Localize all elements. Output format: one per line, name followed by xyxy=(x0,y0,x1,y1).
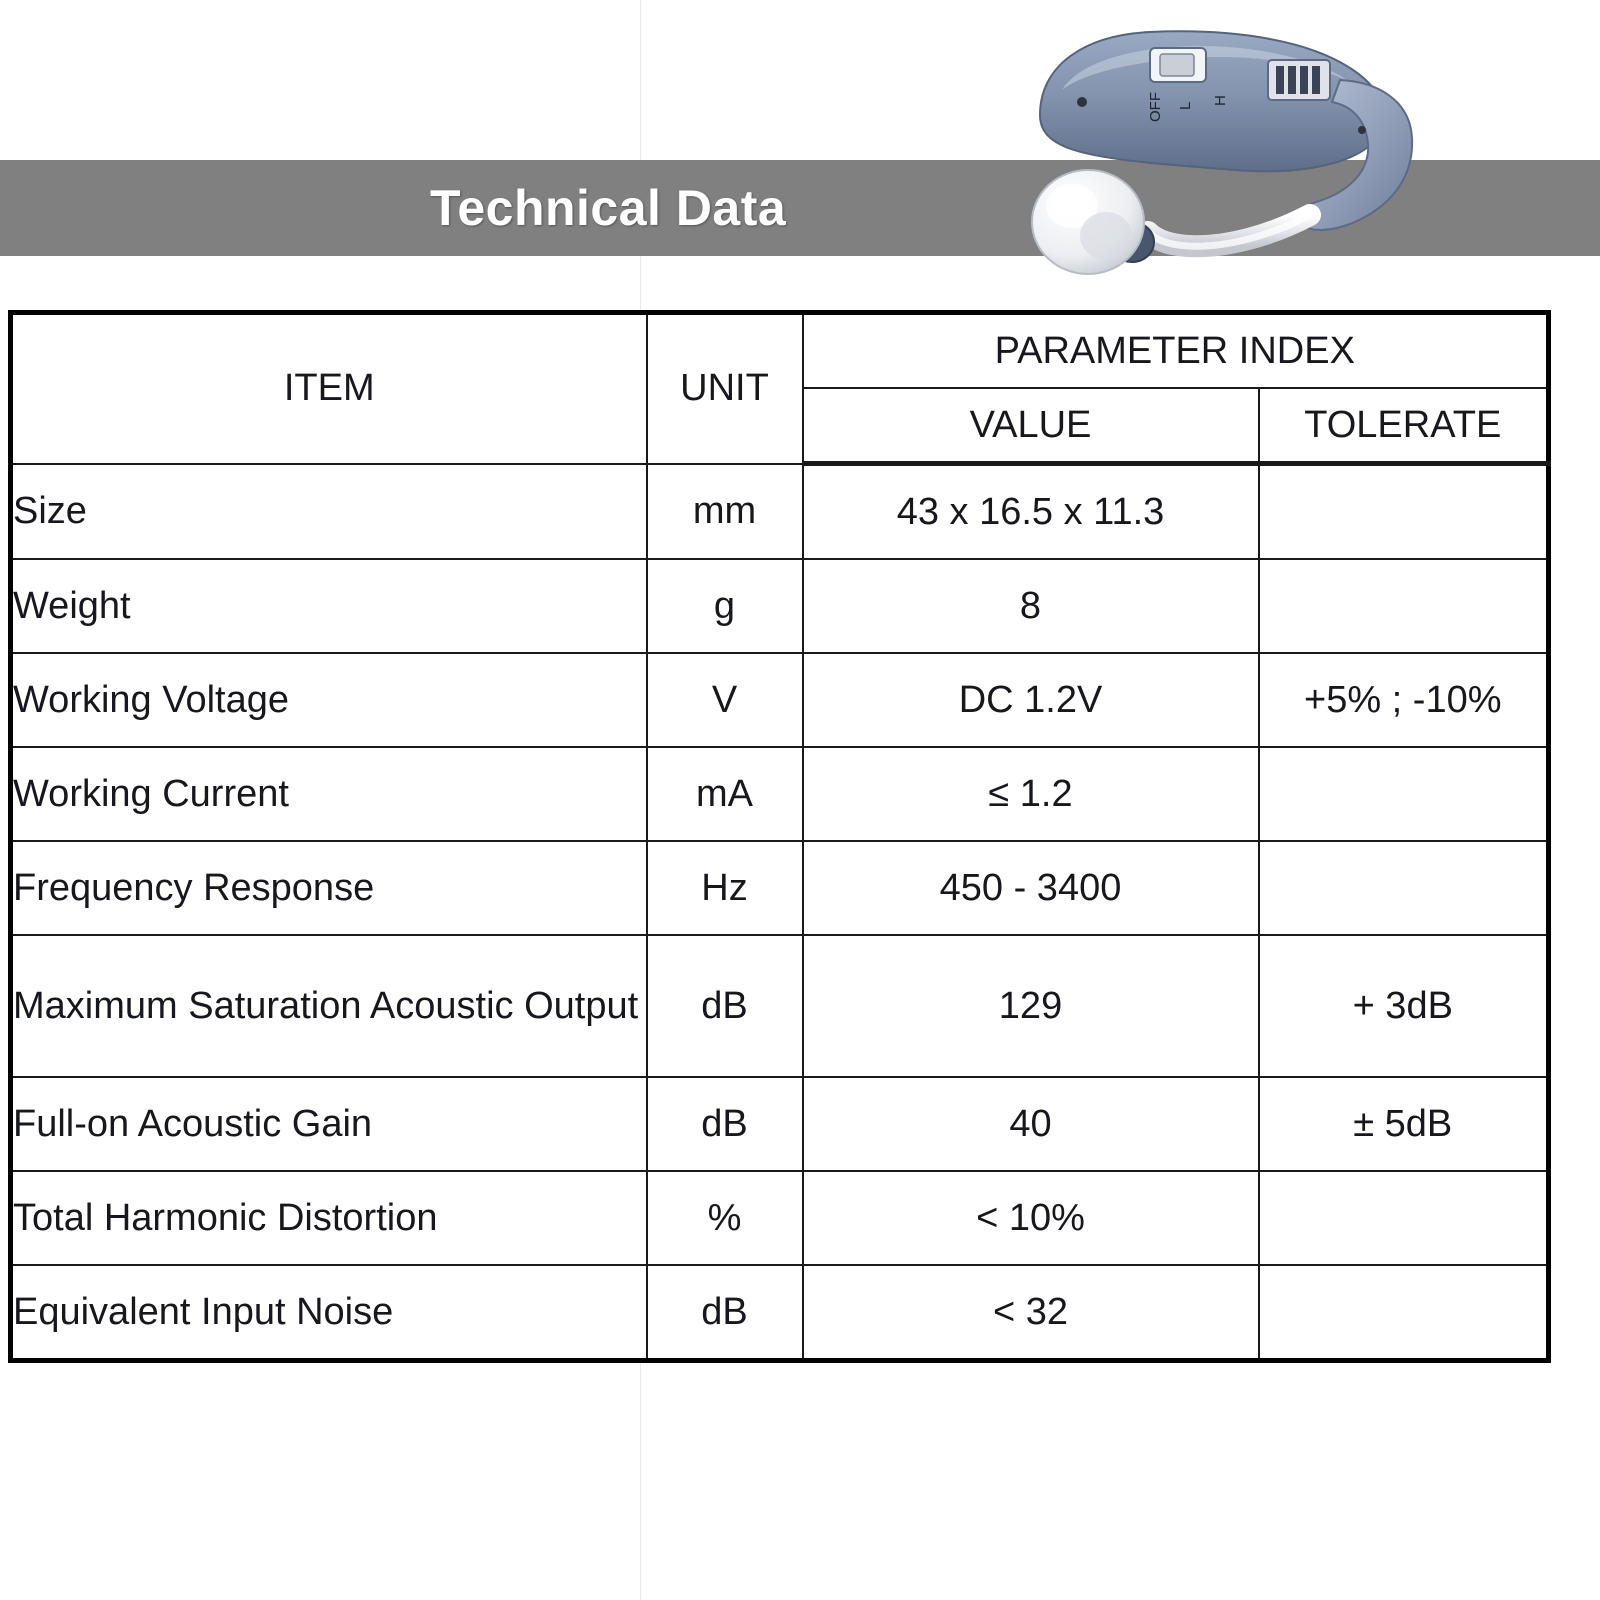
row-value-thd: < 10% xyxy=(803,1171,1259,1265)
table-body xyxy=(11,464,1549,1361)
table-row xyxy=(11,653,1549,747)
row-unit-thd: % xyxy=(647,1171,803,1265)
row-tolerate-thd xyxy=(1259,1171,1549,1265)
row-item-working-voltage: Working Voltage xyxy=(11,653,647,747)
switch-label-h: H xyxy=(1212,95,1229,106)
technical-data-table-wrapper xyxy=(8,310,1548,1363)
row-unit-working-voltage: V xyxy=(647,653,803,747)
row-tolerate-working-voltage: +5% ; -10% xyxy=(1259,653,1549,747)
header-value: VALUE xyxy=(803,388,1259,464)
table-row xyxy=(11,935,1549,1077)
row-item-size: Size xyxy=(11,464,647,560)
row-value-working-voltage: DC 1.2V xyxy=(803,653,1259,747)
row-unit-equivalent-input-noise: dB xyxy=(647,1265,803,1361)
table-row xyxy=(11,1171,1549,1265)
row-tolerate-full-on-gain: ± 5dB xyxy=(1259,1077,1549,1171)
table-row xyxy=(11,464,1549,560)
technical-data-table xyxy=(8,310,1551,1363)
row-item-working-current: Working Current xyxy=(11,747,647,841)
table-row xyxy=(11,747,1549,841)
table-row xyxy=(11,841,1549,935)
row-tolerate-size xyxy=(1259,464,1549,560)
row-value-max-saturation-output: 129 xyxy=(803,935,1259,1077)
row-item-equivalent-input-noise: Equivalent Input Noise xyxy=(11,1265,647,1361)
row-value-equivalent-input-noise: < 32 xyxy=(803,1265,1259,1361)
hearing-aid-product-image xyxy=(1010,10,1440,320)
row-unit-max-saturation-output: dB xyxy=(647,935,803,1077)
row-item-weight: Weight xyxy=(11,559,647,653)
row-item-frequency-response: Frequency Response xyxy=(11,841,647,935)
table-row xyxy=(11,559,1549,653)
table-row xyxy=(11,1265,1549,1361)
header-unit: UNIT xyxy=(647,313,803,464)
row-item-full-on-gain: Full-on Acoustic Gain xyxy=(11,1077,647,1171)
row-item-max-saturation-output: Maximum Saturation Acoustic Output xyxy=(11,935,647,1077)
row-unit-full-on-gain: dB xyxy=(647,1077,803,1171)
table-header xyxy=(11,313,1549,464)
header-tolerate: TOLERATE xyxy=(1259,388,1549,464)
row-unit-working-current: mA xyxy=(647,747,803,841)
row-tolerate-weight xyxy=(1259,559,1549,653)
header-parameter-index: PARAMETER INDEX xyxy=(803,313,1549,389)
row-value-frequency-response: 450 - 3400 xyxy=(803,841,1259,935)
table-row xyxy=(11,1077,1549,1171)
switch-label-l: L xyxy=(1177,101,1194,110)
row-tolerate-max-saturation-output: + 3dB xyxy=(1259,935,1549,1077)
row-unit-size: mm xyxy=(647,464,803,560)
row-tolerate-working-current xyxy=(1259,747,1549,841)
page-title: Technical Data xyxy=(430,180,787,236)
row-value-size: 43 x 16.5 x 11.3 xyxy=(803,464,1259,560)
switch-label-off: OFF xyxy=(1147,92,1164,122)
row-value-weight: 8 xyxy=(803,559,1259,653)
header-item: ITEM xyxy=(11,313,647,464)
row-value-working-current: ≤ 1.2 xyxy=(803,747,1259,841)
row-tolerate-equivalent-input-noise xyxy=(1259,1265,1549,1361)
row-tolerate-frequency-response xyxy=(1259,841,1549,935)
row-value-full-on-gain: 40 xyxy=(803,1077,1259,1171)
row-unit-frequency-response: Hz xyxy=(647,841,803,935)
row-unit-weight: g xyxy=(647,559,803,653)
row-item-thd: Total Harmonic Distortion xyxy=(11,1171,647,1265)
